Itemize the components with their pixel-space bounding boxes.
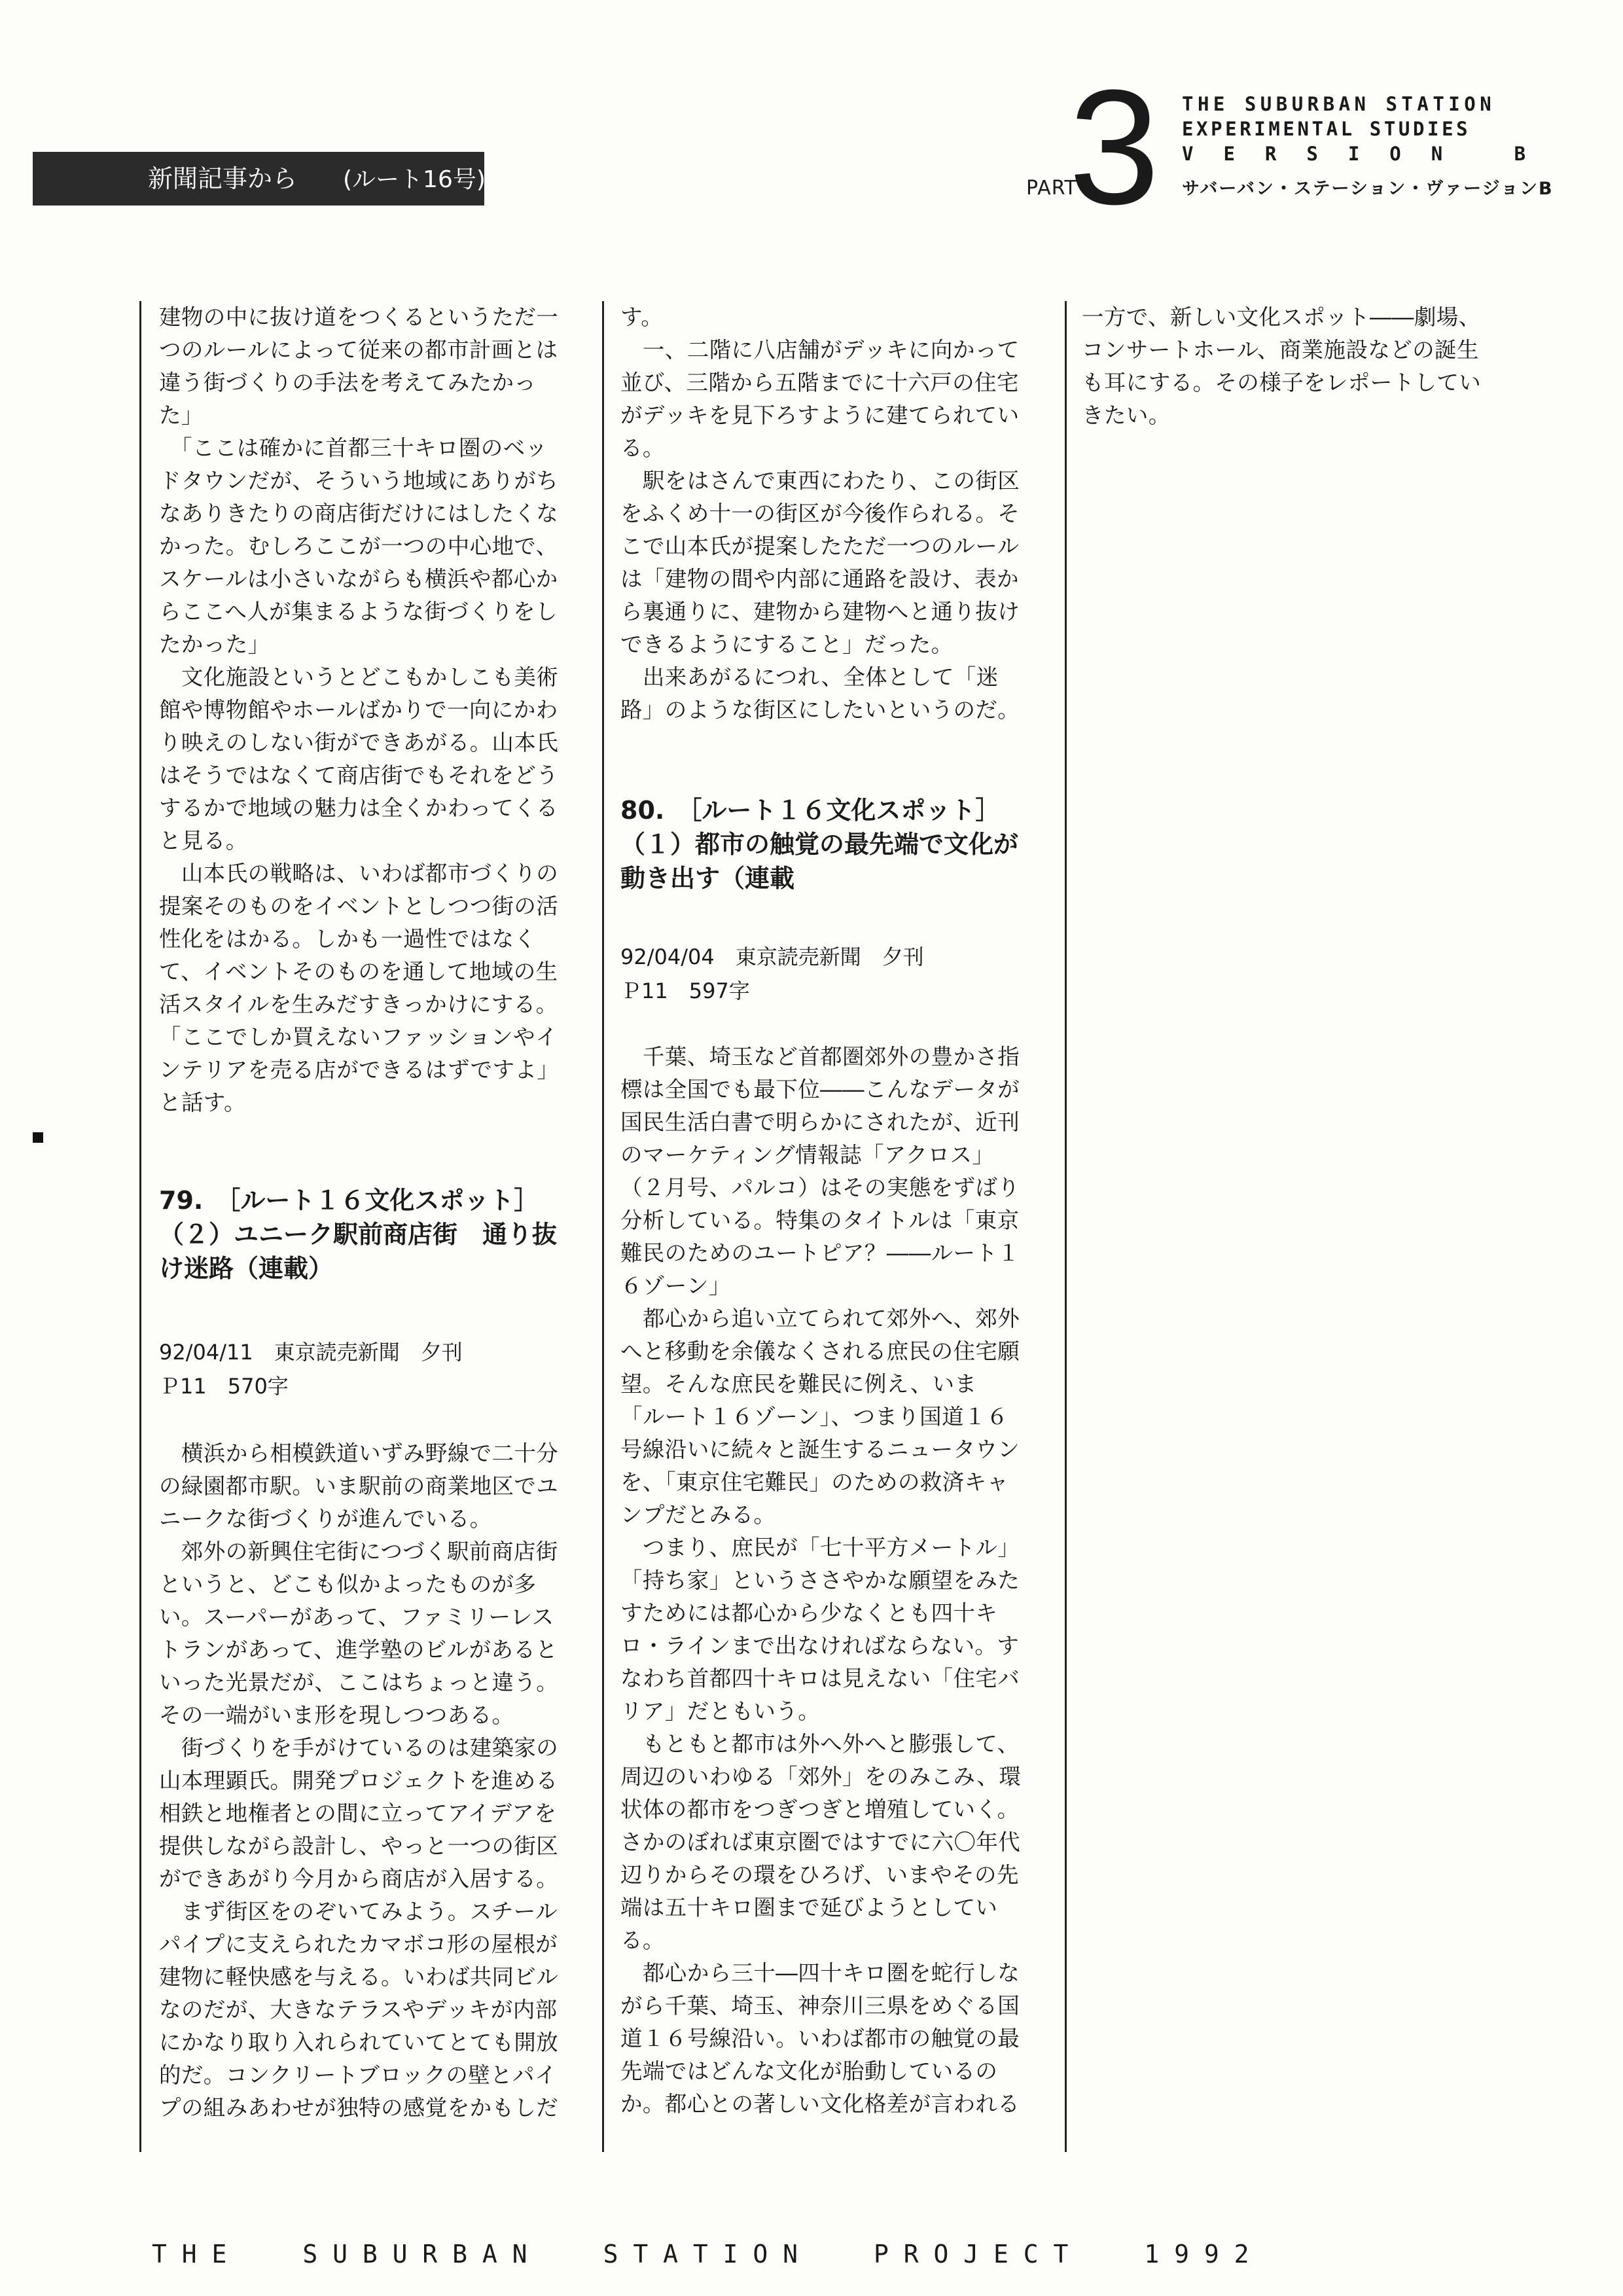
article-80-meta: 92/04/04 東京読売新聞 夕刊 Ｐ11 597字 bbox=[620, 944, 924, 1003]
footer-word-3: S T A T I O N bbox=[603, 2240, 798, 2269]
footer-word-2: S U B U R B A N bbox=[302, 2240, 527, 2269]
article-80-body: 千葉、埼玉など首都圏郊外の豊かさ指 標は全国でも最下位――こんなデータが 国民生活白書で明らかにされたが、近刊 のマーケティング情報誌「アクロス」 （２月号、パルコ）はその実態をずばり 分析している。特集のタイトルは「東京 難民のためのユートピア？――ルート１ ６ゾーン」 都心から追い立てられて郊外へ、郊外 へと移動を余儀なくされる庶民の住宅願 望。そんな庶民を難民に例え、いま 「ルート１６ゾーン」、つまり国道１６ 号線沿いに続々と誕生するニュータウン を、「東京住宅難民」のための救済キャ ンプだとみる。 つまり、庶民が「七十平方メートル」 「持ち家」というささやかな願望をみた すためには都心から少なくとも四十キ ロ・ラインまで出なければならない。す なわち首都四十キロは見えない「住宅バ リア」だともいう。 もともと都市は外へ外へと膨張して、 周辺のいわゆる「郊外」をのみこみ、環 状体の都市をつぎつぎと増殖していく。 さかのぼれば東京圏ではすでに六〇年代 辺りからその環をひろげ、いまやその先 端は五十キロ圏まで延びようとしてい る。 都心から三十―四十キロ圏を蛇行しな がら千葉、埼玉、神奈川三県をめぐる国 道１６号線沿い。いわば都市の触覚の最 先端ではどんな文化が胎動しているの か。都心との著しい文化格差が言われる bbox=[620, 1044, 1022, 2117]
margin-bullet bbox=[33, 1132, 43, 1143]
article-79-body: 横浜から相模鉄道いずみ野線で二十分 の緑園都市駅。いま駅前の商業地区でユ ニークな街づくりが進んでいる。 郊外の新興住宅街につづく駅前商店街 というと、どこも似かよったものが多 い。スーパーがあって、ファミリーレス トランがあって、進学塾のビルがあると いった光景だが、ここはちょっと違う。 その一端がいま形を現しつつある。 街づくりを手がけているのは建築家の 山本理顕氏。開発プロジェクトを進める 相鉄と地権者との間に立ってアイデアを 提供しながら設計し、やっと一つの街区 ができあがり今月から商店が入居する。 まず街区をのぞいてみよう。スチール パイプに支えられたカマボコ形の屋根が 建物に軽快感を与える。いわば共同ビル なのだが、大きなテラスやデッキが内部 にかなり取り入れられていてとても開放 的だ。コンクリートブロックの壁とパイ プの組みあわせが独特の感覚をかもしだ bbox=[159, 1441, 559, 2121]
column-1-continued-text: 建物の中に抜け道をつくるというただ一 つのルールによって従来の都市計画とは 違う街づくりの手法を考えてみたかっ た」 「ここは確かに首都三十キロ圏のベッ ドタウンだが、そういう地域にありがち なありきたりの商店街だけにはしたくな かった。むしろここが一つの中心地で、 スケールは小さいながらも横浜や都心か らここへ人が集まるような街づくりをし たかった」 文化施設というとどこもかしこも美術 館や博物館やホールばかりで一向にかわ り映えのしない街ができあがる。山本氏 はそうではなくて商店街でもそれをどう するかで地域の魅力は全くかわってくる と見る。 山本氏の戦略は、いわば都市づくりの 提案そのものをイベントとしつつ街の活 性化をはかる。しかも一過性ではなく て、イベントそのものを通して地域の生 活スタイルを生みだすきっかけにする。 「ここでしか買えないファッションやイ ンテリアを売る店ができるはずですよ」 と話す。 bbox=[159, 304, 560, 1115]
article-80-title: 80. ［ルート１６文化スポット］ （１）都市の触覚の最先端で文化が 動き出す（連載 bbox=[620, 796, 1019, 893]
footer-word-4: P R O J E C T bbox=[873, 2240, 1069, 2269]
article-79-title: 79. ［ルート１６文化スポット］ （２）ユニーク駅前商店街 通り抜 け迷路（連載） bbox=[159, 1186, 558, 1283]
section-subtitle: (ルート16号) bbox=[343, 166, 486, 193]
part-number: 3 bbox=[1069, 56, 1160, 238]
series-title-line-3: VERSION B bbox=[1182, 143, 1556, 165]
footer-word-1: T H E bbox=[152, 2240, 227, 2269]
part-label: PART bbox=[1026, 177, 1077, 200]
footer-project-title bbox=[152, 2240, 1249, 2269]
column-3-continued-text: 一方で、新しい文化スポット――劇場、 コンサートホール、商業施設などの誕生 も耳にする。その様子をレポートしてい きたい。 bbox=[1082, 304, 1482, 428]
column-rule-2 bbox=[602, 301, 604, 2152]
section-label bbox=[33, 152, 484, 206]
article-79-meta: 92/04/11 東京読売新聞 夕刊 Ｐ11 570字 bbox=[159, 1340, 463, 1399]
section-title: 新聞記事から bbox=[148, 164, 298, 193]
series-title-line-2: EXPERIMENTAL STUDIES bbox=[1182, 118, 1471, 140]
series-title-katakana: サバーバン・ステーション・ヴァージョンB bbox=[1182, 179, 1554, 199]
series-title-line-1: THE SUBURBAN STATION bbox=[1182, 93, 1496, 115]
column-rule-1 bbox=[139, 301, 141, 2152]
footer-word-5: 1 9 9 2 bbox=[1144, 2240, 1249, 2269]
column-rule-3 bbox=[1065, 301, 1067, 2152]
column-2-continued-text: す。 一、二階に八店舗がデッキに向かって 並び、三階から五階までに十六戸の住宅 がデッキを見下ろすように建てられてい る。 駅をはさんで東西にわたり、この街区 をふくめ十一の街区が今後作られる。そ こで山本氏が提案したただ一つのルール は「建物の間や内部に通路を設け、表か ら裏通りに、建物から建物へと通り抜け できるようにすること」だった。 出来あがるにつれ、全体として「迷 路」のような街区にしたいというのだ。 bbox=[620, 304, 1020, 723]
